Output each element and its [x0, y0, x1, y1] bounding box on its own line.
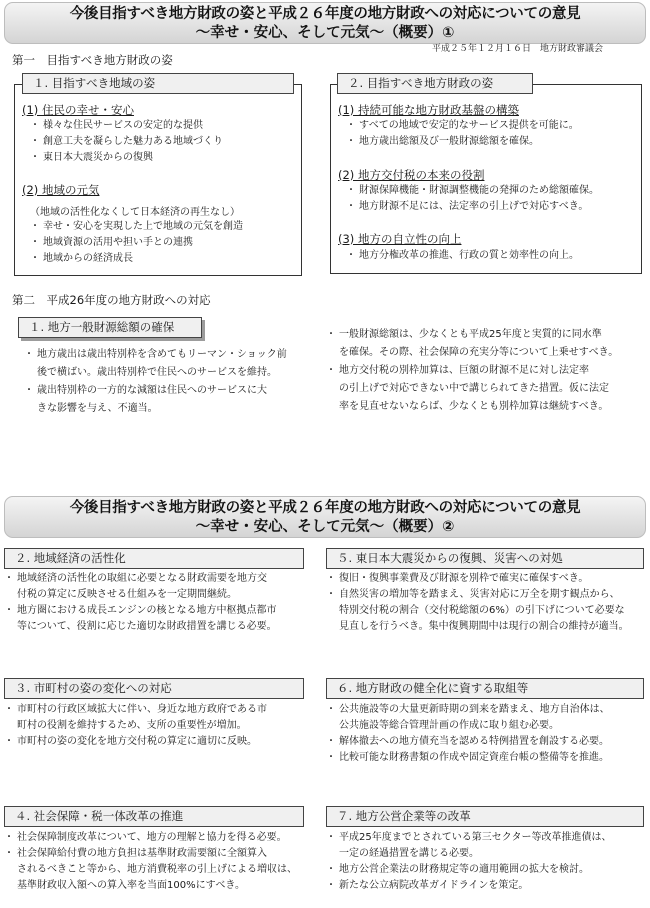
list-item: 特別交付税の割合（交付税総額の6%）の引下げについて必要な	[339, 605, 625, 616]
box2-sub3: (3) 地方の自立性の向上	[338, 232, 462, 246]
list-item: ・ 市町村の姿の変化を地方交付税の算定に適切に反映。	[4, 734, 267, 750]
list-item: ・ すべての地域で安定的なサービス提供を可能に。	[346, 118, 579, 134]
section1-heading: 第一 目指すべき地方財政の姿	[12, 53, 173, 67]
page2-title-line2: ～幸せ・安心、そして元気～（概要）②	[195, 519, 455, 535]
list-item: ・ 地方歳出総額及び一般財源総額を確保。	[346, 134, 579, 150]
p2-sec5-list	[326, 571, 629, 635]
box1-header: １. 目指すべき地域の姿	[22, 73, 294, 94]
page1-title-banner	[4, 2, 646, 44]
p2-sec5-header: ５. 東日本大震災からの復興、災害への対処	[326, 548, 644, 569]
list-item: ・ 地域からの経済成長	[30, 251, 243, 267]
list-item: ・ 復旧・復興事業費及び財源を別枠で確実に確保すべき。	[326, 571, 629, 587]
box2-items3	[346, 248, 579, 264]
page1-title-line1: 今後目指すべき地方財政の姿と平成２６年度の地方財政への対応についての意見	[69, 6, 581, 22]
list-item: ・ 地方財源不足には、法定率の引上げで対応すべき。	[346, 199, 599, 215]
list-item: ・ 財源保障機能・財源調整機能の発揮のため総額確保。	[346, 183, 599, 199]
list-item: 等について、役割に応じた適切な財政措置を講じる必要。	[17, 621, 277, 632]
list-item: 公共施設等総合管理計画の作成に取り組む必要。	[339, 720, 559, 731]
box2-header: ２. 目指すべき地方財政の姿	[337, 73, 533, 94]
p2-sec6-list	[326, 702, 610, 766]
list-item: ・ 歳出特別枠の一方的な減額は住民へのサービスに大	[24, 382, 287, 400]
list-item: ・ 幸せ・安心を実現した上で地域の元気を創造	[30, 219, 243, 235]
list-item: ・ 地方公営企業法の財務規定等の適用範囲の拡大を検討。	[326, 862, 612, 878]
list-item: されるべきこと等から、地方消費税率の引上げによる増収は、	[17, 864, 297, 875]
p2-sec2-header: ２. 地域経済の活性化	[4, 548, 304, 569]
p2-sec6-header: ６. 地方財政の健全化に資する取組等	[326, 678, 644, 699]
list-item: ・ 平成25年度までとされている第三セクター等改革推進債は、	[326, 830, 612, 846]
box3-left-list	[24, 346, 287, 418]
list-item: 率を見直せないならば、少なくとも別枠加算は継続すべき。	[339, 401, 609, 412]
p2-sec3-list	[4, 702, 267, 750]
p2-sec7-list	[326, 830, 612, 894]
list-item: 一定の経過措置を講じる必要。	[339, 848, 479, 859]
page2-title-line1: 今後目指すべき地方財政の姿と平成２６年度の地方財政への対応についての意見	[69, 500, 581, 516]
box3-right-list	[326, 326, 618, 416]
box2-sub2: (2) 地方交付税の本来の役割	[338, 168, 485, 182]
section2-heading: 第二 平成26年度の地方財政への対応	[12, 293, 211, 307]
list-item: ・ 地方圏における成長エンジンの核となる地方中枢拠点都市	[4, 603, 277, 619]
list-item: ・ 比較可能な財務書類の作成や固定資産台帳の整備等を推進。	[326, 750, 610, 766]
list-item: ・ 地方歳出は歳出特別枠を含めてもリーマン・ショック前	[24, 346, 287, 364]
list-item: ・ 様々な住民サービスの安定的な提供	[30, 118, 223, 134]
list-item: 基準財政収入額への算入率を当面100%にすべき。	[17, 880, 245, 891]
box3-header: １. 地方一般財源総額の確保	[18, 317, 202, 338]
box2-items2	[346, 183, 599, 214]
list-item: 後で横ばい。歳出特別枠で住民へのサービスを維持。	[37, 367, 277, 378]
box2-sub1: (1) 持続可能な地方財政基盤の構築	[338, 103, 519, 117]
list-item: ・ 地域経済の活性化の取組に必要となる財政需要を地方交	[4, 571, 277, 587]
list-item: ・ 地方分権改革の推進、行政の質と効率性の向上。	[346, 248, 579, 264]
list-item: ・ 新たな公立病院改革ガイドラインを策定。	[326, 878, 612, 894]
list-item: ・ 解体撤去への地方債充当を認める特例措置を創設する必要。	[326, 734, 610, 750]
p2-sec3-header: ３. 市町村の姿の変化への対応	[4, 678, 304, 699]
box1-sub1: (1) 住民の幸せ・安心	[22, 103, 134, 117]
list-item: ・ 地方交付税の別枠加算は、巨額の財源不足に対し法定率	[326, 362, 618, 380]
box1-sub2: (2) 地域の元気	[22, 183, 100, 197]
box2-items1	[346, 118, 579, 149]
list-item: を確保。その際、社会保障の充実分等について上乗せすべき。	[339, 347, 619, 358]
list-item: 付税の算定に反映させる仕組みを一定期間継続。	[17, 589, 237, 600]
page1-title-line2: ～幸せ・安心、そして元気～（概要）①	[195, 25, 455, 41]
p2-sec4-list	[4, 830, 297, 894]
box1-items2	[30, 219, 243, 267]
list-item: ・ 市町村の行政区域拡大に伴い、身近な地方政府である市	[4, 702, 267, 718]
list-item: ・ 社会保障給付費の地方負担は基準財政需要額に全額算入	[4, 846, 297, 862]
date-author: 平成２５年１２月１６日 地方財政審議会	[432, 44, 604, 54]
list-item: ・ 東日本大震災からの復興	[30, 150, 223, 166]
list-item: 町村の役割を維持するため、支所の重要性が増加。	[17, 720, 247, 731]
list-item: ・ 自然災害の増加等を踏まえ、災害対応に万全を期す観点から、	[326, 587, 629, 603]
box1-note2: （地域の活性化なくして日本経済の再生なし）	[30, 207, 240, 218]
p2-sec4-header: ４. 社会保障・税一体改革の推進	[4, 806, 304, 827]
list-item: ・ 一般財源総額は、少なくとも平成25年度と実質的に同水準	[326, 326, 618, 344]
box1-items1	[30, 118, 223, 166]
list-item: きな影響を与え、不適当。	[37, 403, 158, 414]
p2-sec7-header: ７. 地方公営企業等の改革	[326, 806, 644, 827]
p2-sec2-list	[4, 571, 277, 635]
list-item: の引上げで対応できない中で講じられてきた措置。仮に法定	[339, 383, 609, 394]
list-item: 見直しを行うべき。集中復興期間中は現行の割合の維持が適当。	[339, 621, 629, 632]
list-item: ・ 創意工夫を凝らした魅力ある地域づくり	[30, 134, 223, 150]
list-item: ・ 社会保障制度改革について、地方の理解と協力を得る必要。	[4, 830, 297, 846]
list-item: ・ 公共施設等の大量更新時期の到来を踏まえ、地方自治体は、	[326, 702, 610, 718]
list-item: ・ 地域資源の活用や担い手との連携	[30, 235, 243, 251]
page2-title-banner	[4, 496, 646, 538]
